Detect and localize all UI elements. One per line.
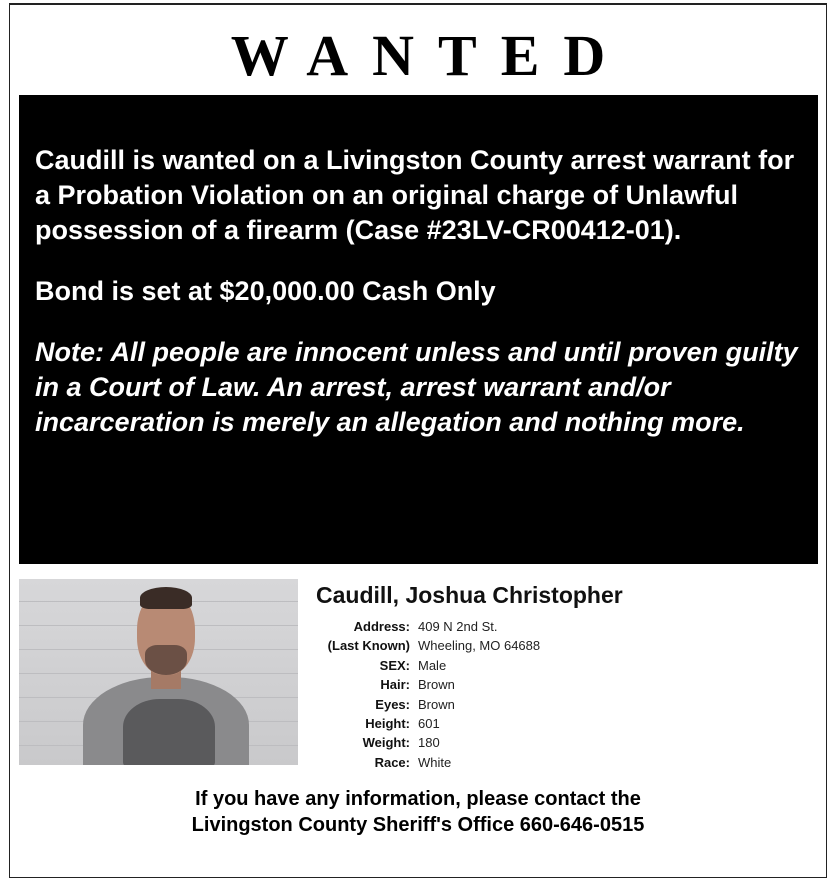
- detail-value: Brown: [418, 677, 455, 693]
- detail-value: Brown: [418, 696, 455, 712]
- bond-statement: Bond is set at $20,000.00 Cash Only: [35, 276, 496, 306]
- detail-label: Height:: [365, 716, 410, 732]
- detail-value: 409 N 2nd St.: [418, 619, 498, 634]
- detail-row-hair: [310, 675, 540, 694]
- charge-description: Caudill is wanted on a Livingston County arrest warrant for a Probation Violation on an original charge of Unlawful possession of a firearm (Case #23LV-CR00412-01).: [35, 145, 795, 245]
- suspect-details: [310, 617, 540, 772]
- innocence-note: Note: All people are innocent unless and until proven guilty in a Court of Law. An arrest, arrest warrant and/or incarceration is merely an allegation and nothing more.: [35, 337, 798, 437]
- wanted-poster: [9, 3, 827, 878]
- detail-row-sex: [310, 656, 540, 675]
- detail-label: Race:: [374, 754, 410, 770]
- detail-row-weight: [310, 733, 540, 752]
- contact-info: [10, 786, 826, 838]
- suspect-photo: [19, 579, 298, 765]
- poster-title: WANTED: [230, 23, 630, 88]
- detail-label: (Last Known): [327, 638, 410, 654]
- detail-row-eyes: [310, 695, 540, 714]
- detail-value: White: [418, 754, 452, 770]
- detail-label: Hair:: [380, 677, 410, 693]
- detail-label: Weight:: [362, 735, 410, 751]
- detail-label: Eyes:: [375, 696, 410, 712]
- contact-line-2: Livingston County Sheriff's Office 660-646-0515: [191, 814, 645, 836]
- detail-row-last-known: [310, 636, 540, 655]
- detail-value: 180: [418, 735, 440, 751]
- detail-value: 601: [418, 716, 440, 732]
- detail-value: Wheeling, MO 64688: [418, 638, 541, 654]
- detail-row-race: [310, 753, 540, 772]
- detail-row-address: [310, 617, 540, 636]
- detail-value: Male: [418, 657, 447, 673]
- detail-row-height: [310, 714, 540, 733]
- detail-label: Address:: [353, 619, 410, 634]
- detail-label: SEX:: [379, 657, 410, 673]
- warrant-info-panel: [19, 95, 818, 564]
- suspect-name: Caudill, Joshua Christopher: [316, 582, 623, 608]
- contact-line-1: If you have any information, please contact the: [195, 788, 641, 810]
